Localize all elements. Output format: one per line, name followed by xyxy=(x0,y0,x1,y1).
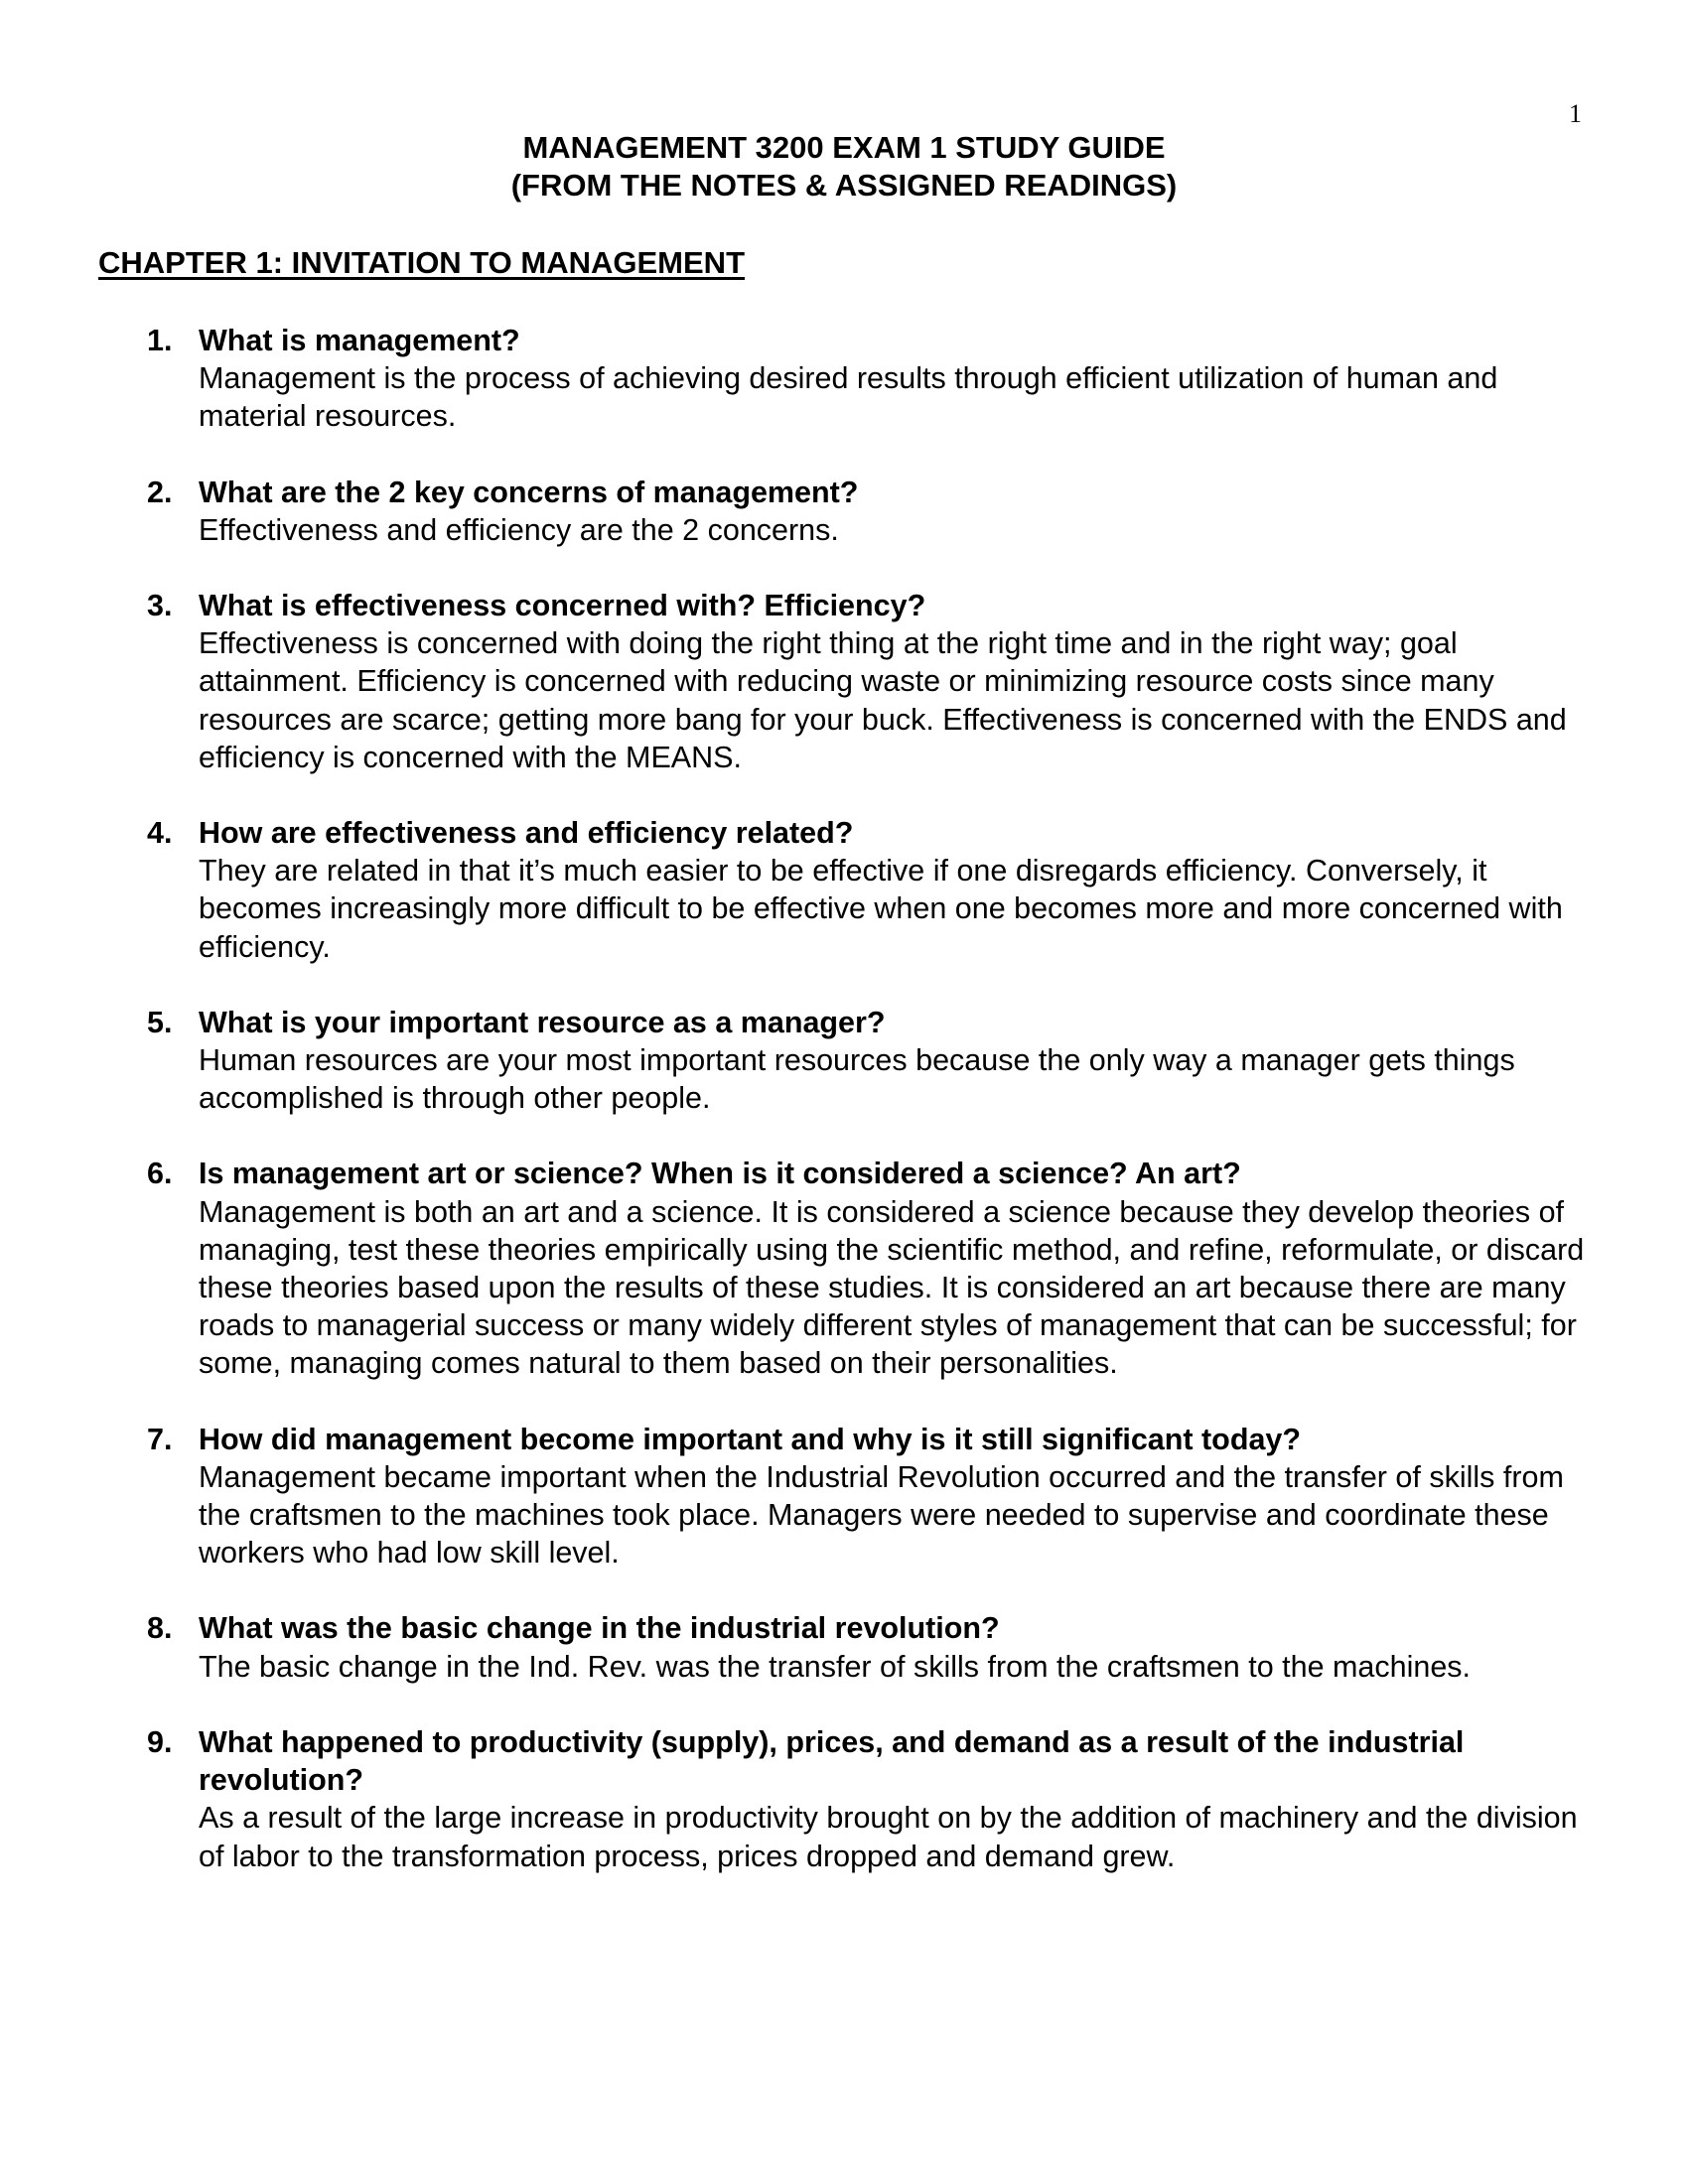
answer-text: Management became important when the Industrial Revolution occurred and the transfer of skills from the craftsmen to the machines took place. Managers were needed to supervise and coordinate these workers who had low skill level. xyxy=(199,1459,1564,1570)
answer-text: They are related in that it’s much easier to be effective if one disregards efficiency. Conversely, it becomes increasingly more difficult to be effective when one becomes more and more concerned with efficiency. xyxy=(199,854,1563,964)
question-text: What is management? xyxy=(199,324,520,357)
answer-text: Management is both an art and a science. It is considered a science because they develop theories of managing, test these theories empirically using the scientific method, and refine, reformulate, or discard these theories based upon the results of these studies. It is considered an art because there are many roads to managerial success or many widely different styles of management that can be successful; for some, managing comes natural to them based on their personalities. xyxy=(199,1194,1585,1381)
question-item-4 xyxy=(147,814,1597,966)
question-number: 4. xyxy=(147,816,173,851)
question-item-3 xyxy=(147,587,1597,776)
question-item-7 xyxy=(147,1421,1597,1572)
title-line-2: (FROM THE NOTES & ASSIGNED READINGS) xyxy=(510,168,1178,203)
question-number: 8. xyxy=(147,1611,173,1646)
question-text: What are the 2 key concerns of management? xyxy=(199,475,859,509)
question-number: 2. xyxy=(147,475,173,509)
question-text: What was the basic change in the industrial revolution? xyxy=(199,1611,1000,1646)
question-list xyxy=(147,322,1597,1913)
question-item-2 xyxy=(147,474,1597,549)
question-text: What is effectiveness concerned with? Efficiency? xyxy=(199,589,926,623)
question-text: What is your important resource as a manager? xyxy=(199,1005,886,1039)
question-number: 9. xyxy=(147,1724,173,1759)
question-number: 5. xyxy=(147,1005,173,1039)
question-item-6 xyxy=(147,1155,1597,1382)
title-line-1: MANAGEMENT 3200 EXAM 1 STUDY GUIDE xyxy=(522,130,1166,165)
question-item-9 xyxy=(147,1723,1597,1875)
answer-text: Human resources are your most important resources because the only way a manager gets things accomplished is through other people. xyxy=(199,1043,1515,1116)
question-number: 1. xyxy=(147,324,173,357)
question-number: 6. xyxy=(147,1157,173,1191)
answer-text: Effectiveness is concerned with doing the right thing at the right time and in the right way; goal attainment. Efficiency is concerned with reducing waste or minimizing resource costs since many resources are scarce; getting more bang for your buck. Effectiveness is concerned with the ENDS and efficiency is concerned with the MEANS. xyxy=(199,626,1567,774)
question-text: How are effectiveness and efficiency related? xyxy=(199,816,854,851)
page-number: 1 xyxy=(1569,99,1582,128)
question-item-1 xyxy=(147,322,1597,436)
chapter-heading: CHAPTER 1: INVITATION TO MANAGEMENT xyxy=(98,245,745,280)
answer-text: As a result of the large increase in productivity brought on by the addition of machinery and the division of labor to the transformation process, prices dropped and demand grew. xyxy=(199,1801,1578,1873)
question-item-5 xyxy=(147,1004,1597,1118)
answer-text: Effectiveness and efficiency are the 2 concerns. xyxy=(199,512,839,547)
question-number: 7. xyxy=(147,1422,173,1456)
answer-text: Management is the process of achieving desired results through efficient utilization of human and material resources. xyxy=(199,361,1498,434)
document-title xyxy=(0,129,1688,205)
question-item-8 xyxy=(147,1609,1597,1685)
question-text: Is management art or science? When is it considered a science? An art? xyxy=(199,1157,1241,1191)
question-text: How did management become important and why is it still significant today? xyxy=(199,1422,1302,1456)
question-text: What happened to productivity (supply), prices, and demand as a result of the industrial revolution? xyxy=(199,1724,1465,1798)
question-number: 3. xyxy=(147,589,173,623)
answer-text: The basic change in the Ind. Rev. was the transfer of skills from the craftsmen to the machines. xyxy=(199,1649,1472,1684)
